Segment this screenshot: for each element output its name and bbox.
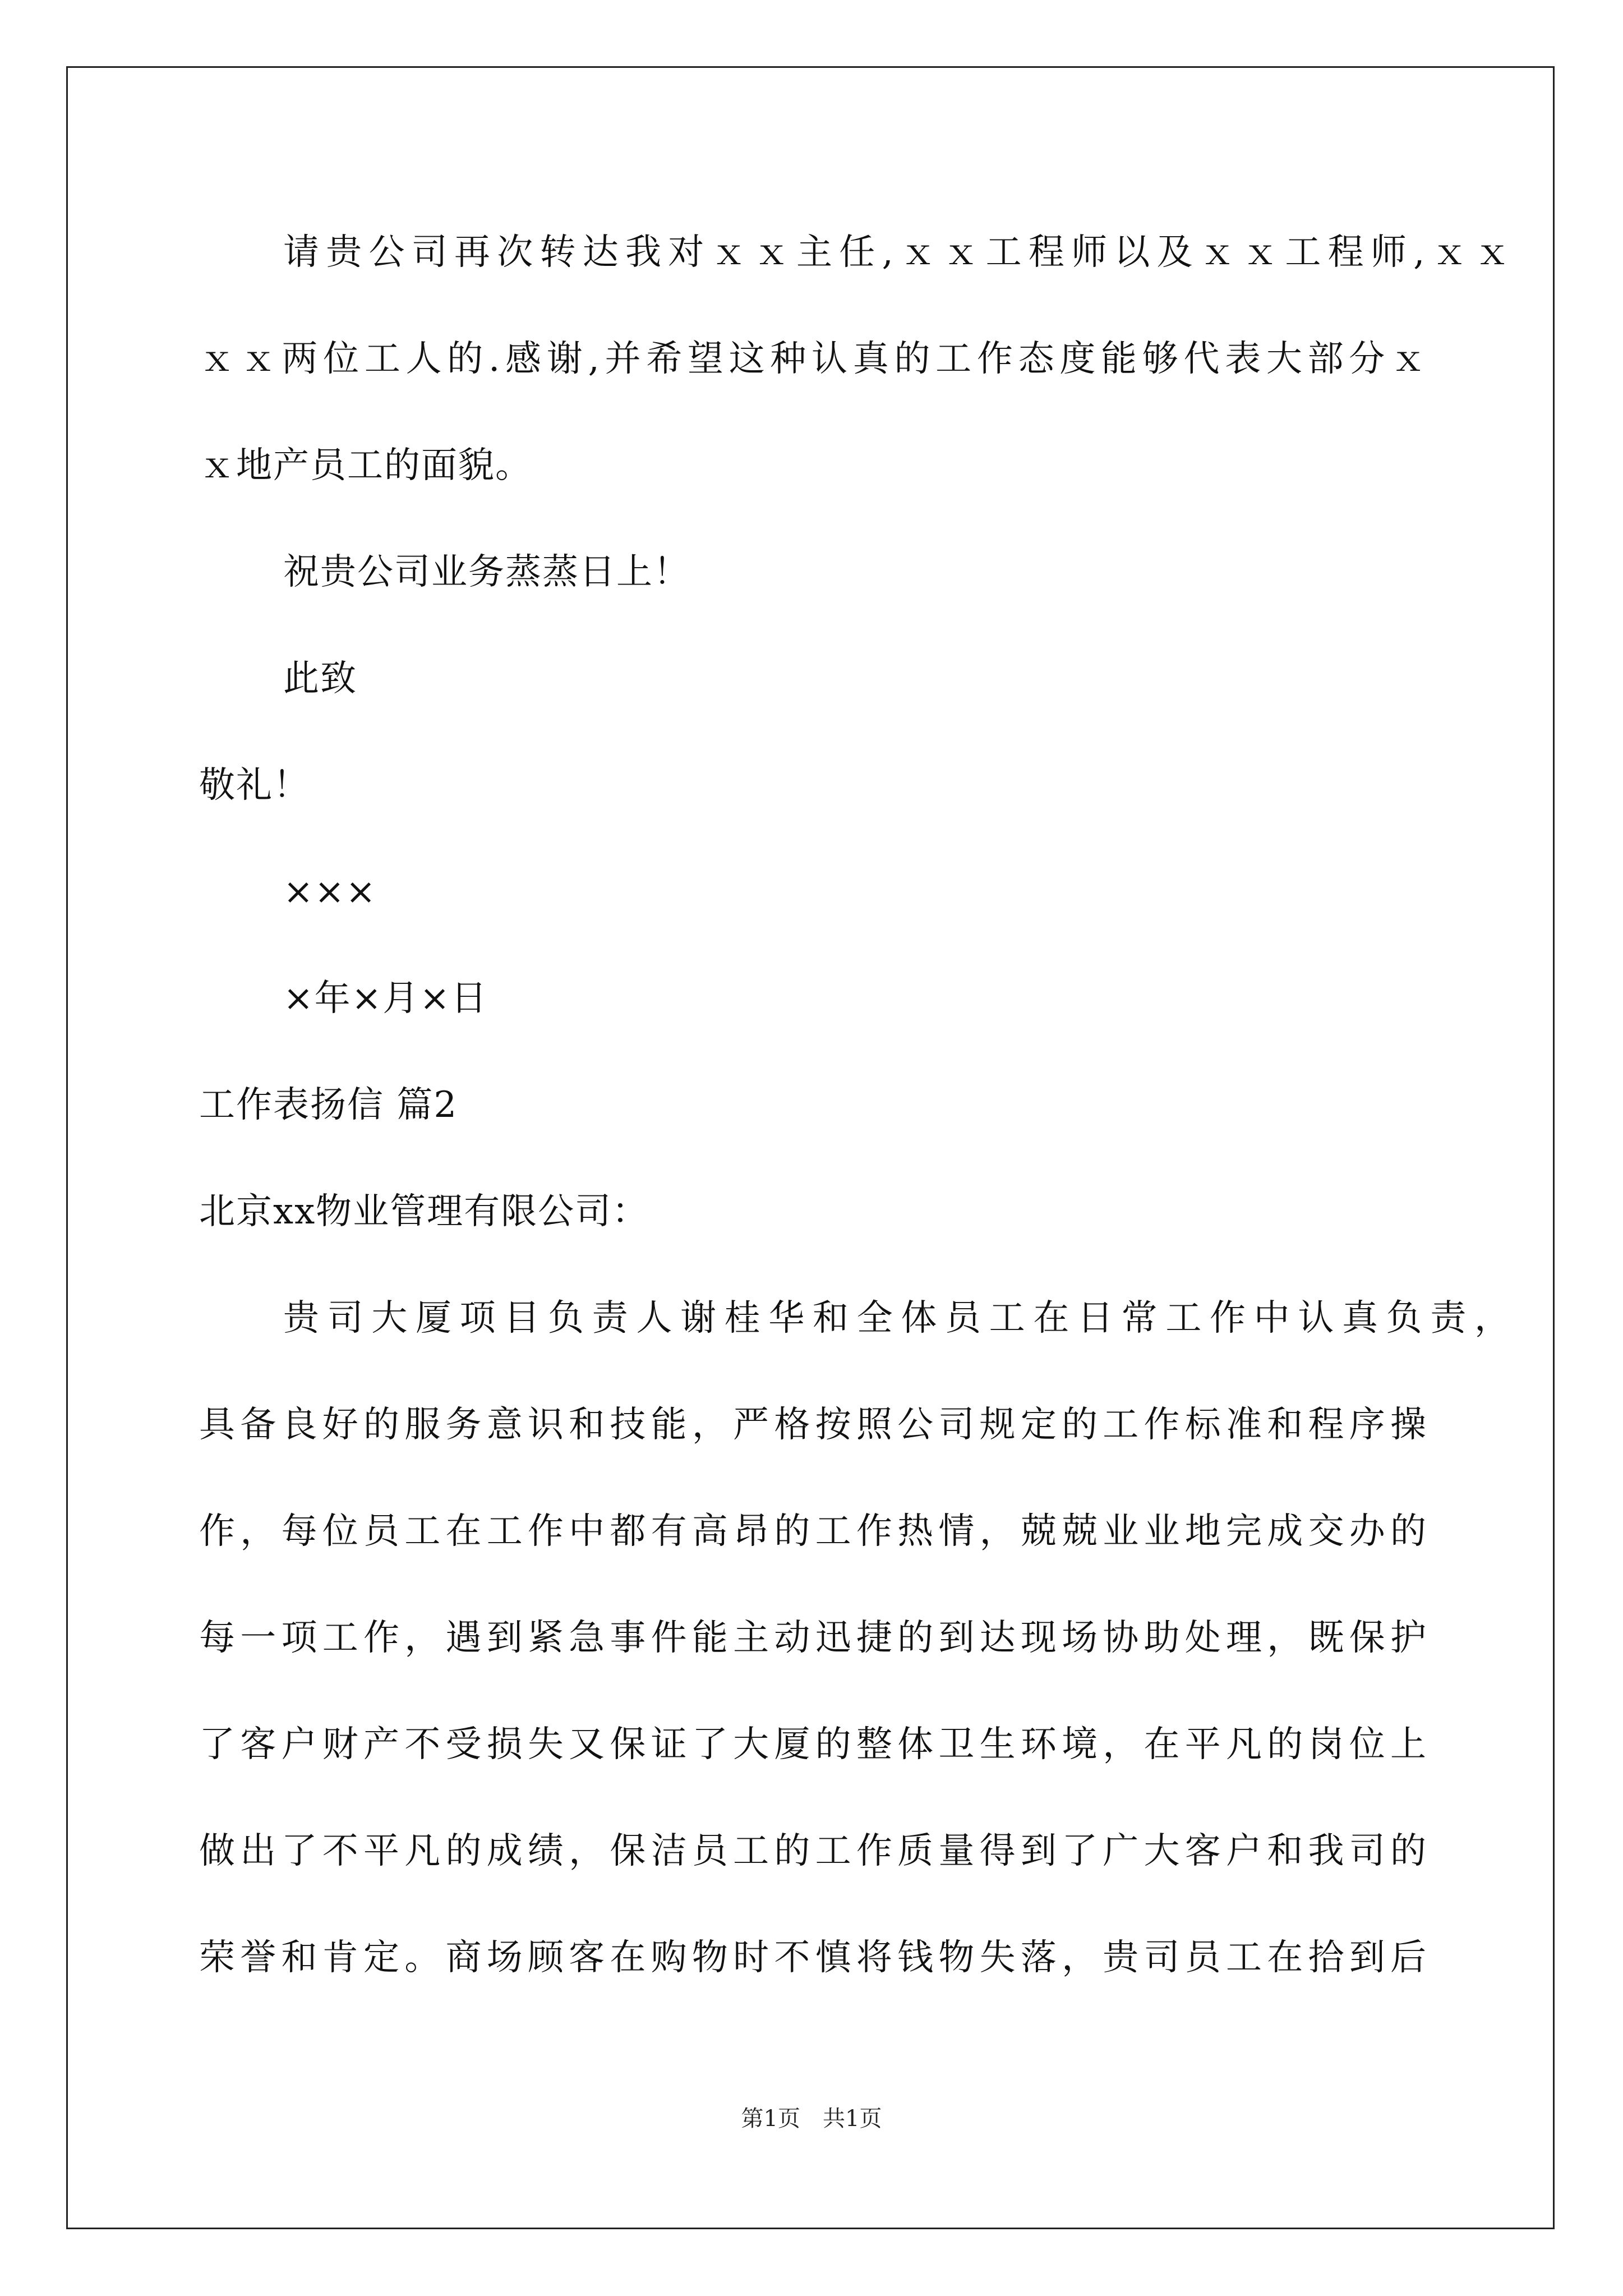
page-footer: 第1页 共1页 xyxy=(741,2106,882,2132)
paragraph-2-line-6: 做出了不平凡的成绩，保洁员工的工作质量得到了广大客户和我司的 xyxy=(199,1830,1427,1872)
paragraph-2-line-4: 每一项工作，遇到紧急事件能主动迅捷的到达现场协助处理，既保护 xyxy=(199,1617,1427,1659)
paragraph-1-line-2: ｘｘ两位工人的.感谢,并希望这种认真的工作态度能够代表大部分ｘ xyxy=(199,338,1427,380)
paragraph-2-line-3: 作，每位员工在工作中都有高昂的工作热情，兢兢业业地完成交办的 xyxy=(199,1511,1427,1552)
paragraph-2-line-5: 了客户财产不受损失又保证了大厦的整体卫生环境，在平凡的岗位上 xyxy=(199,1724,1427,1765)
salutation-line: 敬礼！ xyxy=(199,765,310,806)
paragraph-1-line-1: 请贵公司再次转达我对ｘｘ主任,ｘｘ工程师以及ｘｘ工程师,ｘｘ xyxy=(283,232,1511,273)
paragraph-2-line-7: 荣誉和肯定。商场顾客在购物时不慎将钱物失落，贵司员工在拾到后 xyxy=(199,1937,1427,1978)
wish-line: 祝贵公司业务蒸蒸日上！ xyxy=(283,551,690,593)
signature-line: ××× xyxy=(283,871,377,913)
paragraph-1-line-3: ｘ地产员工的面貌。 xyxy=(199,445,532,486)
recipient-line: 北京xx物业管理有限公司： xyxy=(199,1191,649,1232)
paragraph-2-line-1: 贵司大厦项目负责人谢桂华和全体员工在日常工作中认真负责， xyxy=(283,1297,1511,1339)
paragraph-2-line-2: 具备良好的服务意识和技能，严格按照公司规定的工作标准和程序操 xyxy=(199,1404,1427,1446)
section-heading: 工作表扬信 篇2 xyxy=(199,1084,458,1126)
date-line: ×年×月×日 xyxy=(283,978,488,1019)
page-border xyxy=(66,66,1555,2229)
closing-line: 此致 xyxy=(283,658,357,700)
